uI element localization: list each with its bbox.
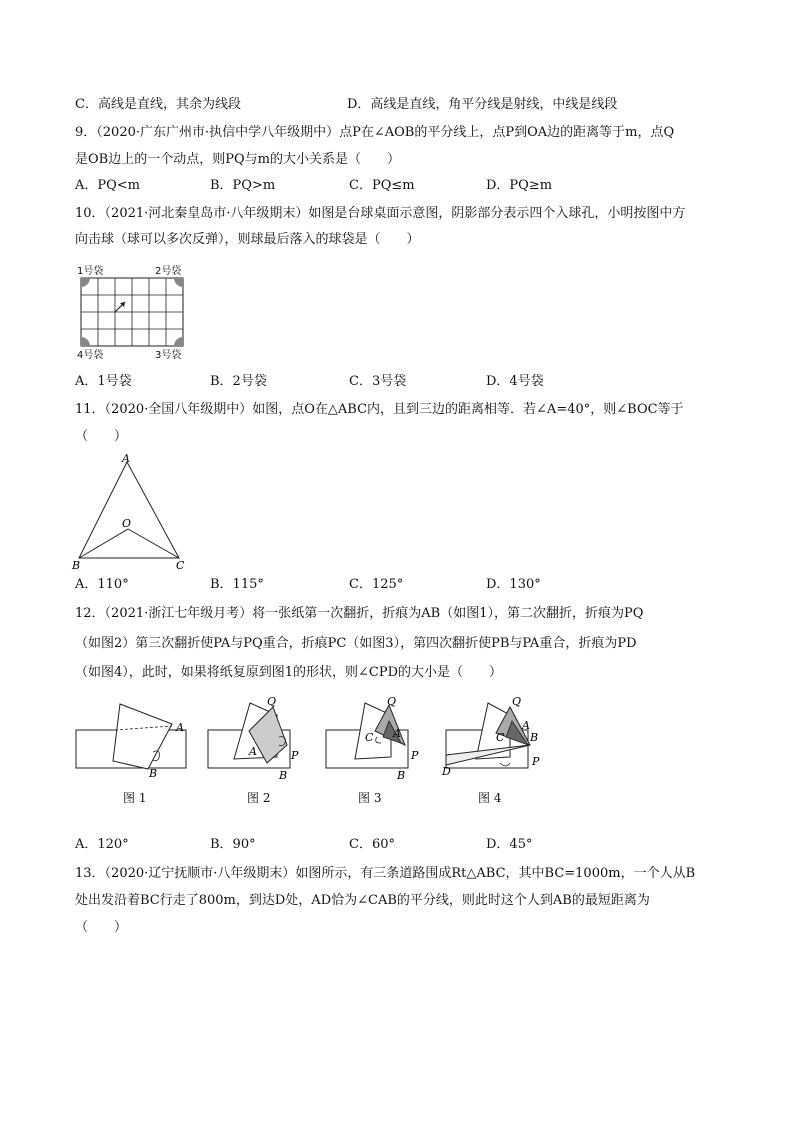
q9-option-b: B．PQ>m <box>210 178 276 193</box>
label-o: O <box>122 517 132 530</box>
q10-stem-line1: 10．（2021·河北秦皇岛市·八年级期末）如图是台球桌面示意图，阴影部分表示四个入球孔，小明按图中方 <box>75 206 686 221</box>
svg-text:D: D <box>442 765 451 778</box>
svg-text:C: C <box>496 731 505 744</box>
q9-option-d: D．PQ≥m <box>486 178 553 193</box>
q9-option-c: C．PQ≤m <box>349 178 415 193</box>
caption-fig-1: 图 1 <box>123 791 147 805</box>
q10-stem-line2: 向击球（球可以多次反弹），则球最后落入的球袋是（ ） <box>75 232 420 247</box>
fold-figure-3-svg <box>325 693 435 783</box>
caption-fig-2: 图 2 <box>247 791 271 805</box>
q12-stem-line1: 12．（2021·浙江七年级月考）将一张纸第一次翻折，折痕为AB（如图1），第二次翻折，折痕为PQ <box>75 606 644 621</box>
q10-option-a: A．1号袋 <box>75 374 132 389</box>
pocket-2-label: 2号袋 <box>155 266 182 277</box>
caption-fig-3: 图 3 <box>358 791 382 805</box>
q12-stem-line2: （如图2）第三次翻折使PA与PQ重合，折痕PC（如图3），第四次翻折使PB与PA重合，折痕为PD <box>75 636 637 651</box>
q11-stem-line1: 11．（2020·全国八年级期中）如图，点O在△ABC内，且到三边的距离相等．若∠A=40°，则∠BOC等于 <box>75 402 684 417</box>
svg-text:B: B <box>530 731 539 744</box>
q12-option-b: B．90° <box>210 837 256 852</box>
q13-stem-line2: 处出发沿着BC行走了800m，到达D处，AD恰为∠CAB的平分线，则此时这个人到AB的最短距离为 <box>75 893 650 908</box>
q8-option-c: C．高线是直线，其余为线段 <box>75 97 241 112</box>
fold-figure-1-svg <box>75 697 195 779</box>
q11-option-a: A．110° <box>75 577 129 592</box>
svg-text:B: B <box>149 767 158 779</box>
q9-stem-line1: 9．（2020·广东广州市·执信中学八年级期中）点P在∠AOB的平分线上，点P到OA边的距离等于m，点Q <box>75 125 675 140</box>
svg-text:P: P <box>532 755 540 768</box>
q13-stem-line1: 13．（2020·辽宁抚顺市·八年级期末）如图所示，有三条道路围成Rt△ABC，其中BC=1000m，一个人从B <box>75 866 696 881</box>
svg-text:P: P <box>291 749 299 762</box>
q8-option-d: D．高线是直线，角平分线是射线，中线是线段 <box>347 97 618 112</box>
svg-text:B: B <box>279 769 288 782</box>
q10-option-d: D．4号袋 <box>486 374 544 389</box>
pocket-4-label: 4号袋 <box>77 350 104 361</box>
pocket-1-label: 1号袋 <box>77 266 104 277</box>
q11-option-b: B．115° <box>210 577 264 592</box>
triangle-abc-figure <box>70 452 195 572</box>
pocket-3-label: 3号袋 <box>155 350 182 361</box>
q9-option-a: A．PQ<m <box>75 178 141 193</box>
fold-figure-4-svg <box>440 693 550 783</box>
caption-fig-4: 图 4 <box>478 791 502 805</box>
q10-option-c: C．3号袋 <box>349 374 407 389</box>
svg-text:P: P <box>411 749 419 762</box>
q10-option-b: B．2号袋 <box>210 374 267 389</box>
q11-option-d: D．130° <box>486 577 541 592</box>
svg-text:A: A <box>176 721 184 734</box>
label-c: C <box>176 559 185 572</box>
q13-stem-line3: （ ） <box>75 920 128 935</box>
svg-text:Q: Q <box>267 695 277 708</box>
q11-option-c: C．125° <box>349 577 404 592</box>
svg-text:Q: Q <box>512 695 522 708</box>
fold-figure-3 <box>325 693 435 783</box>
svg-text:A: A <box>393 727 401 740</box>
svg-text:A: A <box>522 719 530 732</box>
label-b: B <box>72 559 81 572</box>
q12-option-d: D．45° <box>486 837 533 852</box>
fold-figure-2-svg <box>207 693 317 783</box>
q12-stem-line3: （如图4），此时，如果将纸复原到图1的形状，则∠CPD的大小是（ ） <box>75 665 503 680</box>
q12-option-c: C．60° <box>349 837 395 852</box>
q11-stem-line2: （ ） <box>75 429 128 444</box>
svg-text:Q: Q <box>387 695 397 708</box>
fold-figure-1 <box>75 697 195 779</box>
q9-stem-line2: 是OB边上的一个动点，则PQ与m的大小关系是（ ） <box>75 152 400 167</box>
triangle-abc-svg <box>70 452 195 572</box>
svg-text:B: B <box>397 769 406 782</box>
q12-option-a: A．120° <box>75 837 129 852</box>
svg-text:A: A <box>249 745 257 758</box>
label-a: A <box>122 452 130 465</box>
svg-text:C: C <box>365 731 374 744</box>
fold-figure-4 <box>440 693 550 783</box>
fold-figure-2 <box>207 693 317 783</box>
billiard-table-figure <box>75 262 190 362</box>
